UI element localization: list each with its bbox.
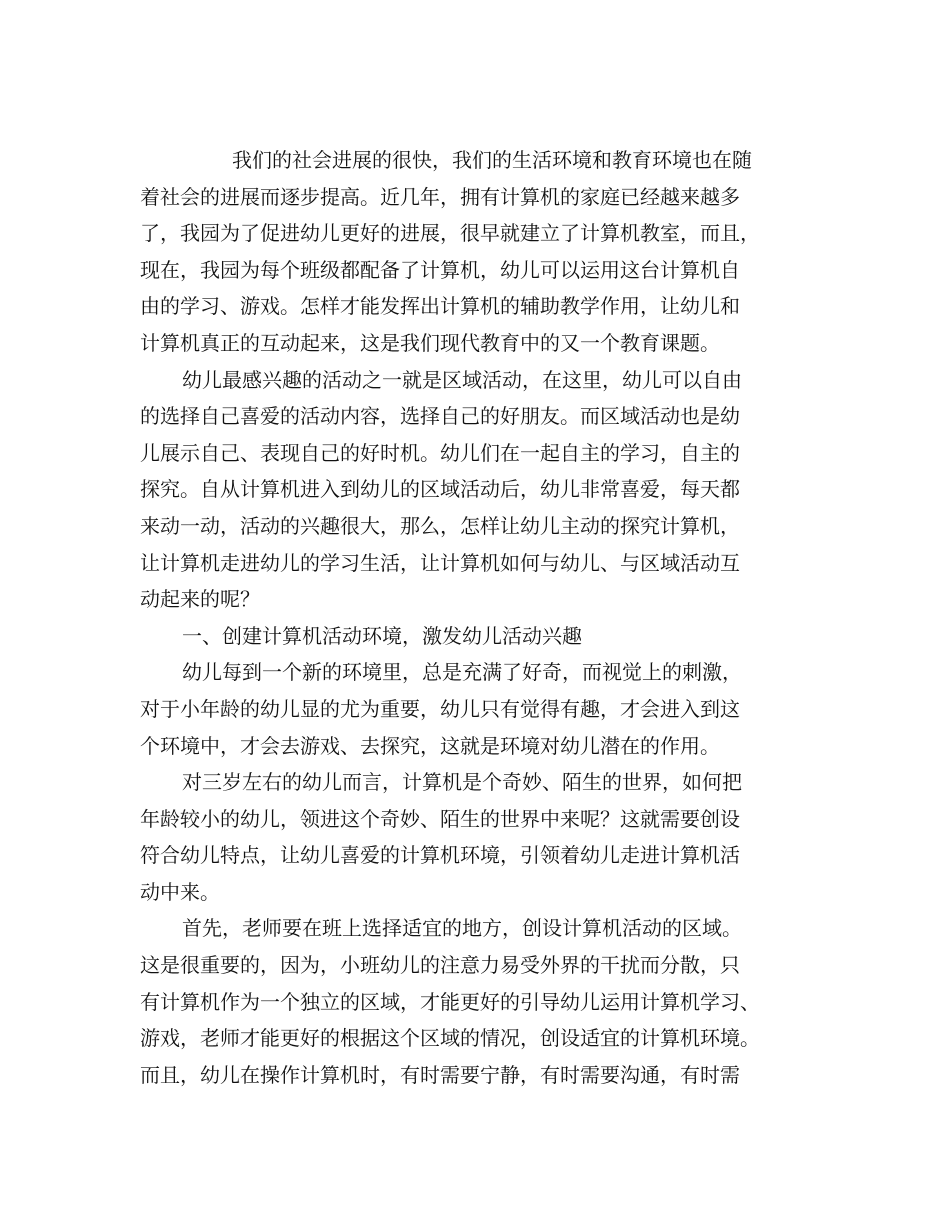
text-line: 来动一动，活动的兴趣很大，那么，怎样让幼儿主动的探究计算机， (140, 513, 740, 538)
paragraph-intro (140, 142, 800, 362)
text-line: 动起来的呢？ (140, 587, 260, 612)
paragraph-environment (140, 654, 800, 764)
text-line: 由的学习、游戏。怎样才能发挥出计算机的辅助教学作用，让幼儿和 (140, 294, 740, 319)
paragraph-area-activity (140, 362, 800, 618)
text-line: 有计算机作为一个独立的区域，才能更好的引导幼儿运用计算机学习、 (140, 989, 760, 1014)
text-line: 对于小年龄的幼儿显的尤为重要，幼儿只有觉得有趣，才会进入到这 (140, 696, 740, 721)
text-line: 现在，我园为每个班级都配备了计算机，幼儿可以运用这台计算机自 (140, 257, 740, 282)
text-line: 儿展示自己、表现自己的好时机。幼儿们在一起自主的学习，自主的 (140, 440, 740, 465)
text-line: 了，我园为了促进幼儿更好的进展，很早就建立了计算机教室，而且， (140, 221, 760, 246)
document-body (140, 142, 800, 1093)
text-line: 的选择自己喜爱的活动内容，选择自己的好朋友。而区域活动也是幼 (140, 404, 740, 429)
text-line: 让计算机走进幼儿的学习生活，让计算机如何与幼儿、与区域活动互 (140, 550, 740, 575)
text-line: 这是很重要的，因为，小班幼儿的注意力易受外界的干扰而分散，只 (140, 953, 740, 978)
text-line: 着社会的进展而逐步提高。近几年，拥有计算机的家庭已经越来越多 (140, 184, 740, 209)
text-line: 游戏，老师才能更好的根据这个区域的情况，创设适宜的计算机环境。 (140, 1026, 760, 1051)
text-line: 幼儿每到一个新的环境里，总是充满了好奇，而视觉上的刺激， (182, 660, 742, 685)
paragraph-first-step (140, 910, 800, 1093)
text-line: 对三岁左右的幼儿而言，计算机是个奇妙、陌生的世界，如何把 (182, 770, 742, 795)
text-line: 个环境中，才会去游戏、去探究，这就是环境对幼儿潜在的作用。 (140, 733, 720, 758)
text-line: 计算机真正的互动起来，这是我们现代教育中的又一个教育课题。 (140, 330, 720, 355)
text-line: 动中来。 (140, 879, 220, 904)
text-line: 我们的社会进展的很快，我们的生活环境和教育环境也在随 (232, 148, 752, 172)
text-line: 幼儿最感兴趣的活动之一就是区域活动，在这里，幼儿可以自由 (182, 367, 742, 392)
text-line: 探究。自从计算机进入到幼儿的区域活动后，幼儿非常喜爱，每天都 (140, 477, 740, 502)
section-heading (140, 618, 800, 655)
text-line: 首先，老师要在班上选择适宜的地方，创设计算机活动的区域。 (182, 916, 742, 941)
text-line: 符合幼儿特点，让幼儿喜爱的计算机环境，引领着幼儿走进计算机活 (140, 843, 740, 868)
paragraph-three-year-olds (140, 764, 800, 910)
text-line: 而且，幼儿在操作计算机时，有时需要宁静，有时需要沟通，有时需 (140, 1062, 740, 1087)
text-line: 年龄较小的幼儿，领进这个奇妙、陌生的世界中来呢？这就需要创设 (140, 806, 740, 831)
heading-line: 一、创建计算机活动环境，激发幼儿活动兴趣 (182, 623, 582, 648)
